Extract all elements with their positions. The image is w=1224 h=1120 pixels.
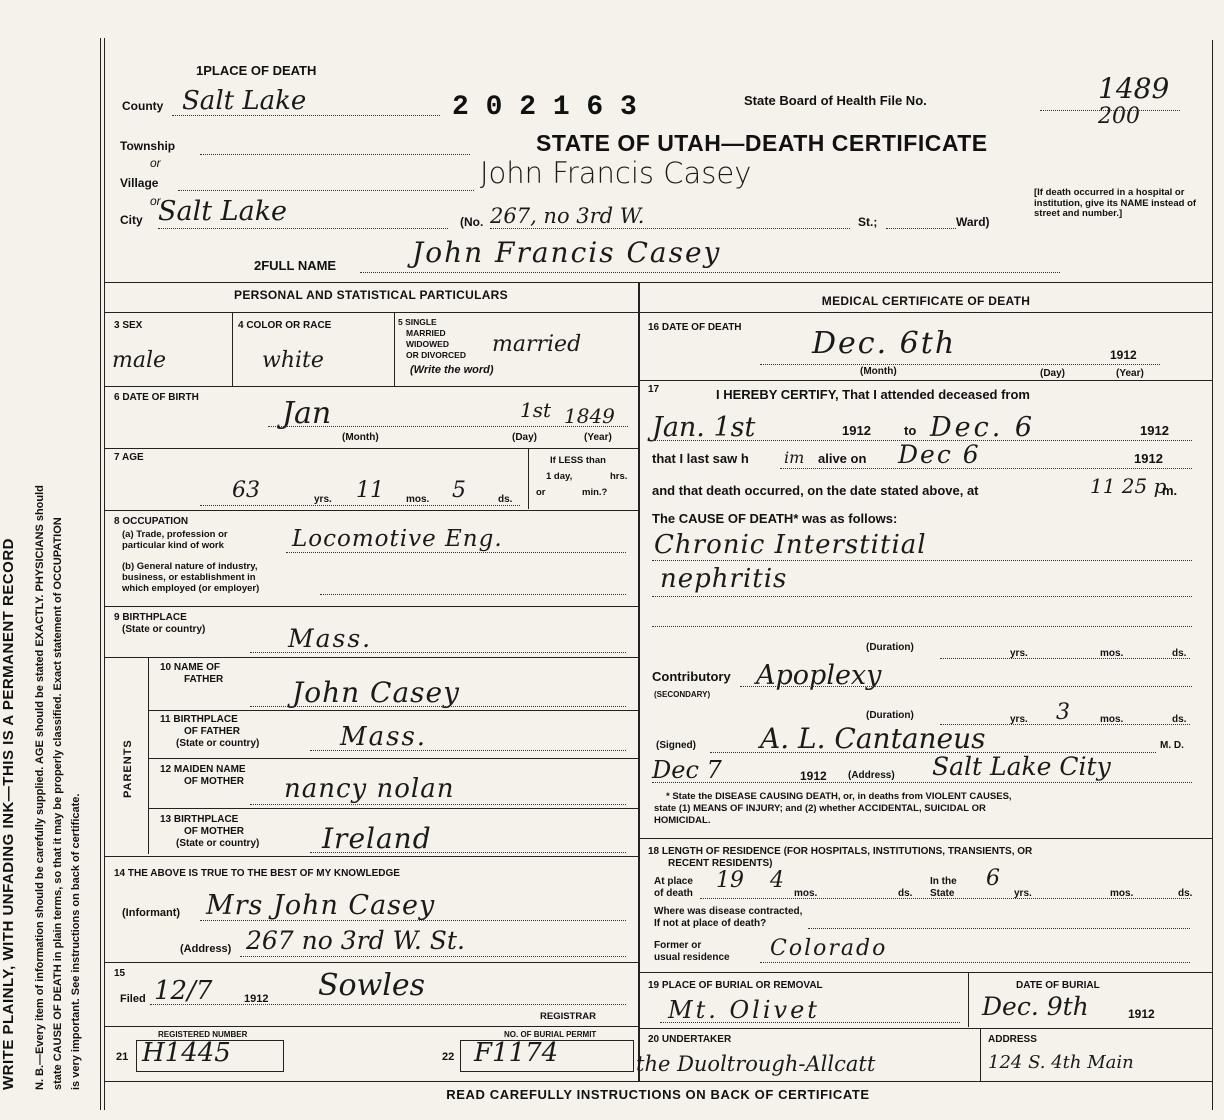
- frame-left-border-inner: [104, 38, 105, 1110]
- informant-address-value: 267 no 3rd W. St.: [246, 926, 465, 955]
- undertaker-value: the Duoltrough-Allcatt: [636, 1052, 876, 1076]
- occupation-label: 8 OCCUPATION: [114, 516, 189, 527]
- attended-from: Jan. 1st: [652, 412, 756, 443]
- mother-birthplace-label-1: 13 BIRTHPLACE: [160, 814, 239, 825]
- occupation-a2: particular kind of work: [122, 540, 224, 551]
- filed-number: 15: [114, 968, 126, 979]
- sex-value: male: [112, 348, 167, 373]
- color-label: 4 COLOR OR RACE: [238, 320, 332, 331]
- place-ds-caption: ds.: [898, 888, 913, 899]
- state-years-value: 6: [986, 866, 1000, 891]
- undertaker-label: 20 UNDERTAKER: [648, 1034, 732, 1045]
- registrar-signature: Sowles: [318, 968, 426, 1003]
- ward-label: Ward): [956, 215, 990, 229]
- marital-write-note: (Write the word): [410, 364, 494, 376]
- footnote-1: * State the DISEASE CAUSING DEATH, or, in deaths from VIOLENT CAUSES,: [666, 791, 1012, 802]
- former-residence-2: usual residence: [654, 952, 730, 963]
- duration-yrs-2: yrs.: [1010, 714, 1028, 725]
- father-birthplace-label-2: OF FATHER: [184, 726, 240, 737]
- street-no-value: 267, no 3rd W.: [490, 204, 645, 228]
- burial-permit-label: NO. OF BURIAL PERMIT: [504, 1030, 597, 1039]
- footer-wrap: [104, 1086, 1212, 1104]
- city-value: Salt Lake: [158, 196, 288, 227]
- former-residence-value: Colorado: [770, 936, 888, 961]
- state-yrs-caption: yrs.: [1014, 888, 1032, 899]
- cause-of-death-1: Chronic Interstitial: [654, 530, 927, 560]
- sex-label: 3 SEX: [114, 320, 143, 331]
- duration-mos-1: mos.: [1100, 648, 1124, 659]
- alive-on-label: alive on: [818, 451, 867, 466]
- dod-month-caption: (Month): [860, 366, 897, 377]
- marital-value: married: [492, 332, 582, 357]
- physician-signature: A. L. Cantaneus: [760, 722, 986, 755]
- undertaker-address-label: ADDRESS: [988, 1034, 1037, 1045]
- last-saw-date: Dec 6: [898, 440, 981, 469]
- informant-value: Mrs John Casey: [206, 890, 436, 921]
- father-name-value: John Casey: [292, 676, 460, 709]
- certify-number: 17: [648, 384, 660, 395]
- frame-right-border: [1212, 40, 1213, 1110]
- cause-of-death-2: nephritis: [660, 564, 788, 594]
- cause-of-death-label: The CAUSE OF DEATH* was as follows:: [652, 511, 898, 526]
- township-label: Township: [120, 139, 176, 153]
- where-contracted-1: Where was disease contracted,: [654, 906, 803, 917]
- attended-to: Dec. 6: [930, 412, 1036, 443]
- file-no-label: State Board of Health File No.: [744, 93, 927, 108]
- full-name-label: 2FULL NAME: [254, 258, 337, 273]
- burial-place-value: Mt. Olivet: [668, 996, 820, 1024]
- duration-ds-1: ds.: [1172, 648, 1187, 659]
- last-saw-pronoun: im: [784, 448, 805, 467]
- stamped-number: 2 0 2 1 6 3: [452, 92, 637, 123]
- frame-left-border: [100, 38, 101, 1110]
- occupation-value: Locomotive Eng.: [292, 526, 503, 552]
- residence-label-2: RECENT RESIDENTS): [668, 858, 773, 869]
- one-day: 1 day,: [546, 471, 573, 482]
- at-place-label-2: of death: [654, 888, 693, 899]
- or-label-1: or: [150, 156, 161, 170]
- burial-place-label: 19 PLACE OF BURIAL OR REMOVAL: [648, 980, 823, 991]
- former-residence-1: Former or: [654, 940, 702, 951]
- occupation-b1: (b) General nature of industry,: [122, 561, 258, 572]
- registered-number-label: REGISTERED NUMBER: [158, 1030, 248, 1039]
- certify-text: I HEREBY CERTIFY, That I attended deceased from: [716, 387, 1030, 402]
- duration-mos-2: mos.: [1100, 714, 1124, 725]
- registered-number-prefix: 21: [116, 1051, 129, 1063]
- at-place-label-1: At place: [654, 876, 693, 887]
- birthplace-value: Mass.: [288, 624, 373, 653]
- occupation-a1: (a) Trade, profession or: [122, 529, 228, 540]
- state-ds-caption: ds.: [1178, 888, 1193, 899]
- attended-to-year: 1912: [1140, 423, 1169, 438]
- hrs-caption: hrs.: [610, 471, 628, 482]
- full-name-value: John Francis Casey: [412, 236, 722, 269]
- duration-yrs-1: yrs.: [1010, 648, 1028, 659]
- margin-note-line3: is very important. See instructions on back of certificate.: [70, 793, 82, 1090]
- mother-name-label-1: 12 MAIDEN NAME: [160, 764, 246, 775]
- attended-from-year: 1912: [842, 423, 871, 438]
- marital-married: MARRIED: [406, 328, 446, 338]
- or-caption: or: [536, 487, 546, 498]
- to-label: to: [904, 423, 917, 438]
- registrar-label: REGISTRAR: [540, 1011, 596, 1022]
- mother-name-value: nancy nolan: [284, 774, 455, 804]
- dob-month-caption: (Month): [342, 432, 379, 443]
- father-name-label-2: FATHER: [184, 674, 224, 685]
- signed-address-label: (Address): [848, 770, 895, 781]
- age-yrs-caption: yrs.: [314, 494, 332, 505]
- occupation-b2: business, or establishment in: [122, 572, 256, 583]
- birthplace-sub: (State or country): [122, 624, 206, 635]
- left-section-title: PERSONAL AND STATISTICAL PARTICULARS: [234, 288, 508, 302]
- dob-day-caption: (Day): [512, 432, 538, 443]
- dob-month: Jan: [282, 396, 332, 431]
- st-label: St.;: [858, 215, 878, 229]
- signed-address: Salt Lake City: [932, 752, 1111, 781]
- signed-label: (Signed): [656, 740, 696, 751]
- state-mos-caption: mos.: [1110, 888, 1134, 899]
- signed-date: Dec 7: [652, 756, 722, 784]
- margin-note-line1: N. B.—Every item of information should be carefully supplied. AGE should be stated EXACTLY. PHYSICIANS should: [34, 485, 46, 1090]
- age-months: 11: [356, 478, 384, 503]
- date-of-death-year: 1912: [1110, 348, 1137, 362]
- burial-permit-prefix: 22: [442, 1051, 455, 1063]
- margin-note-permanent: WRITE PLAINLY, WITH UNFADING INK—THIS IS A PERMANENT RECORD: [0, 537, 17, 1090]
- signed-year: 1912: [800, 769, 827, 783]
- margin-note-line2: state CAUSE OF DEATH in plain terms, so that it may be properly classified. Exact statement of OCCUPATION: [52, 517, 64, 1090]
- left-section-title-wrap: [104, 286, 638, 304]
- age-label: 7 AGE: [114, 452, 144, 463]
- min-caption: min.?: [582, 487, 608, 498]
- if-less-than: If LESS than: [550, 455, 606, 466]
- residence-label-1: 18 LENGTH OF RESIDENCE (FOR HOSPITALS, INSTITUTIONS, TRANSIENTS, OR: [648, 846, 1033, 857]
- county-value: Salt Lake: [182, 86, 307, 116]
- father-birthplace-value: Mass.: [340, 722, 428, 752]
- marital-divorced: OR DIVORCED: [406, 350, 466, 360]
- occupation-b3: which employed (or employer): [122, 583, 260, 594]
- mother-birthplace-value: Ireland: [322, 822, 432, 855]
- age-years: 63: [232, 478, 260, 503]
- father-birthplace-label-1: 11 BIRTHPLACE: [160, 714, 238, 725]
- date-of-death-value: Dec. 6th: [812, 326, 957, 361]
- right-section-title-wrap: [640, 292, 1212, 310]
- contributory-label: Contributory: [652, 669, 731, 684]
- last-saw-year: 1912: [1134, 451, 1163, 466]
- birthplace-label: 9 BIRTHPLACE: [114, 612, 187, 623]
- duration-ds-2: ds.: [1172, 714, 1187, 725]
- body-bottom-rule: [104, 1081, 1212, 1082]
- file-no-value: 1489: [1098, 72, 1170, 105]
- dod-day-caption: (Day): [1040, 368, 1066, 379]
- filed-label: Filed: [120, 993, 146, 1005]
- informant-label: (Informant): [122, 907, 181, 919]
- street-no-label: (No.: [460, 215, 484, 229]
- duration-label-2: (Duration): [866, 710, 914, 721]
- age-ds-caption: ds.: [498, 494, 513, 505]
- where-contracted-2: If not at place of death?: [654, 918, 767, 929]
- mother-name-label-2: OF MOTHER: [184, 776, 244, 787]
- father-birthplace-label-3: (State or country): [176, 738, 260, 749]
- filed-year: 1912: [244, 993, 269, 1005]
- age-mos-caption: mos.: [406, 494, 430, 505]
- dob-year-caption: (Year): [584, 432, 612, 443]
- hospital-note: [If death occurred in a hospital or institution, give its NAME instead of street and number.]: [1034, 187, 1197, 219]
- dob-year: 1849: [564, 404, 615, 428]
- registered-number-value: H1445: [142, 1038, 231, 1068]
- father-name-label-1: 10 NAME OF: [160, 662, 221, 673]
- color-value: white: [262, 348, 324, 373]
- dod-year-caption: (Year): [1116, 368, 1144, 379]
- certificate-title: STATE OF UTAH—DEATH CERTIFICATE: [536, 130, 988, 156]
- or-label-2: or: [150, 194, 161, 208]
- burial-date-year: 1912: [1128, 1007, 1155, 1021]
- marital-single: 5 SINGLE: [398, 317, 437, 327]
- burial-permit-value: F1174: [474, 1038, 559, 1068]
- time-m-label: m.: [1162, 483, 1178, 498]
- dob-label: 6 DATE OF BIRTH: [114, 392, 199, 403]
- mother-birthplace-label-3: (State or country): [176, 838, 260, 849]
- time-of-death: 11 25 p: [1090, 474, 1167, 498]
- village-label: Village: [120, 176, 159, 190]
- place-months-value: 4: [770, 868, 784, 893]
- burial-date-label: DATE OF BURIAL: [1016, 980, 1100, 991]
- footnote-2: state (1) MEANS OF INJURY; and (2) whether ACCIDENTAL, SUICIDAL OR: [654, 803, 986, 814]
- file-no-value-2: 200: [1098, 104, 1140, 129]
- in-the-label-2: State: [930, 888, 955, 899]
- last-saw-label: that I last saw h: [652, 451, 749, 466]
- city-label: City: [120, 213, 143, 227]
- date-of-death-label: 16 DATE OF DEATH: [648, 322, 742, 333]
- informant-address-label: (Address): [180, 943, 232, 955]
- county-label: County: [122, 99, 164, 113]
- place-of-death-label: 1PLACE OF DEATH: [196, 63, 317, 78]
- header-bottom-rule: [104, 282, 1212, 283]
- parents-label: PARENTS: [122, 739, 134, 798]
- secondary-label: (SECONDARY): [654, 690, 711, 699]
- filed-value: 12/7: [154, 976, 213, 1006]
- footer-instructions: READ CAREFULLY INSTRUCTIONS ON BACK OF CERTIFICATE: [446, 1087, 870, 1102]
- marital-widowed: WIDOWED: [406, 339, 449, 349]
- contributory-value: Apoplexy: [756, 660, 882, 691]
- true-statement-label: 14 THE ABOVE IS TRUE TO THE BEST OF MY KNOWLEDGE: [114, 868, 400, 879]
- undertaker-address-value: 124 S. 4th Main: [988, 1052, 1134, 1073]
- burial-date-value: Dec. 9th: [982, 992, 1089, 1021]
- md-label: M. D.: [1160, 740, 1184, 751]
- typed-name: John Francis Casey: [480, 156, 752, 190]
- dob-day: 1st: [520, 398, 552, 422]
- mother-birthplace-label-2: OF MOTHER: [184, 826, 244, 837]
- duration-mos-value: 3: [1056, 700, 1070, 725]
- place-years-value: 19: [716, 868, 744, 893]
- place-mos-caption: mos.: [794, 888, 818, 899]
- column-divider: [638, 282, 640, 1081]
- duration-label-1: (Duration): [866, 642, 914, 653]
- in-the-label-1: In the: [930, 876, 957, 887]
- death-occurred-text: and that death occurred, on the date stated above, at: [652, 483, 979, 498]
- footnote-3: HOMICIDAL.: [654, 815, 711, 826]
- right-section-title: MEDICAL CERTIFICATE OF DEATH: [821, 294, 1031, 308]
- age-days: 5: [452, 478, 466, 503]
